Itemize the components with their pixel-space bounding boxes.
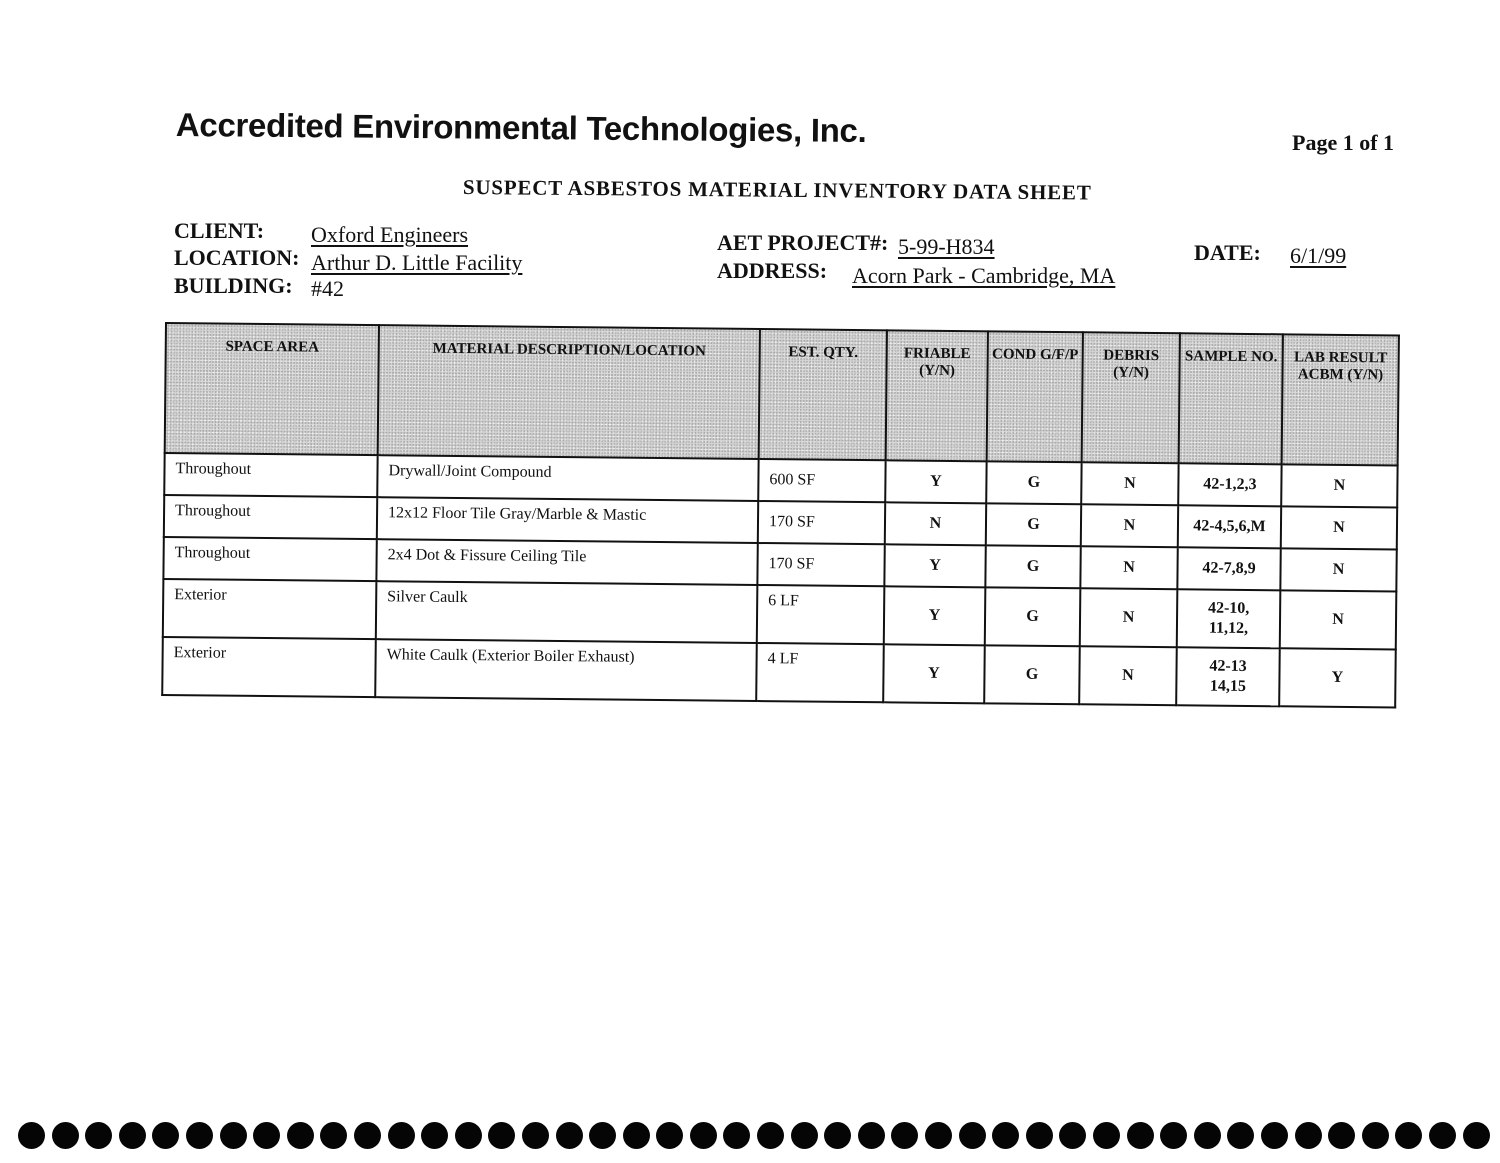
cell-sample: 42-1,2,3: [1178, 463, 1281, 506]
sheet-title: SUSPECT ASBESTOS MATERIAL INVENTORY DATA SHEET: [462, 175, 1092, 205]
feed-hole-dot: [152, 1122, 179, 1149]
feed-hole-dot: [1362, 1122, 1389, 1149]
cell-debris: N: [1080, 546, 1177, 589]
address-label: ADDRESS:: [717, 258, 828, 283]
cell-friable: N: [885, 502, 986, 545]
feed-hole-dot: [253, 1122, 280, 1149]
cell-cond: G: [985, 545, 1080, 588]
client-label: CLIENT:: [174, 218, 265, 243]
cell-space: Throughout: [163, 537, 376, 581]
cell-material: 12x12 Floor Tile Gray/Marble & Mastic: [377, 497, 758, 543]
feed-hole-dot: [85, 1122, 112, 1149]
feed-hole-dot: [1194, 1122, 1221, 1149]
feed-hole-dot: [1026, 1122, 1053, 1149]
cell-sample-line2: 14,15: [1209, 677, 1246, 695]
location-label: LOCATION:: [174, 245, 300, 270]
cell-qty: 6 LF: [757, 585, 885, 644]
cell-cond: G: [986, 503, 1081, 546]
cell-sample-line1: 42-13: [1209, 657, 1247, 675]
feed-hole-dot: [287, 1122, 314, 1149]
cell-lab: Y: [1279, 648, 1396, 707]
cell-material: Drywall/Joint Compound: [377, 455, 758, 501]
feed-hole-dot: [824, 1122, 851, 1149]
cell-cond: G: [986, 461, 1081, 504]
cell-material: White Caulk (Exterior Boiler Exhaust): [375, 639, 757, 701]
feed-hole-dot: [1328, 1122, 1355, 1149]
cell-cond: G: [985, 587, 1081, 646]
cell-friable: Y: [883, 644, 985, 703]
cell-qty: 170 SF: [758, 501, 885, 544]
cell-lab: N: [1281, 464, 1397, 507]
feed-hole-dot: [421, 1122, 448, 1149]
client-value: Oxford Engineers: [311, 222, 469, 247]
cell-debris: N: [1081, 504, 1178, 547]
header-cond: COND G/F/P: [987, 331, 1083, 462]
table-header-row: [165, 323, 1399, 465]
cell-qty: 170 SF: [757, 543, 884, 586]
cell-space: Throughout: [164, 453, 377, 497]
cell-friable: Y: [884, 586, 986, 645]
feed-hole-dot: [858, 1122, 885, 1149]
cell-lab: N: [1281, 506, 1397, 549]
feed-hole-dot: [1295, 1122, 1322, 1149]
inventory-table: [161, 322, 1400, 708]
cell-qty: 600 SF: [758, 459, 885, 502]
date-value: 6/1/99: [1290, 243, 1347, 268]
feed-hole-dot: [488, 1122, 515, 1149]
header-lab-result: LAB RESULT ACBM (Y/N): [1282, 334, 1399, 465]
cell-debris: N: [1081, 462, 1178, 505]
page-number: Page 1 of 1: [1292, 130, 1395, 155]
feed-hole-dot: [388, 1122, 415, 1149]
project-label: AET PROJECT#:: [717, 230, 889, 255]
feed-hole-dot: [1059, 1122, 1086, 1149]
cell-sample: [1176, 647, 1280, 706]
feed-hole-dot: [623, 1122, 650, 1149]
cell-space: Exterior: [163, 579, 377, 639]
feed-hole-dot: [589, 1122, 616, 1149]
cell-space: Throughout: [164, 495, 377, 539]
feed-hole-dot: [757, 1122, 784, 1149]
address-value: Acorn Park - Cambridge, MA: [852, 263, 1116, 288]
feed-hole-dot: [690, 1122, 717, 1149]
feed-hole-dot: [1429, 1122, 1456, 1149]
cell-sample-line1: 42-10,: [1207, 599, 1250, 617]
cell-lab: N: [1280, 548, 1396, 591]
feed-hole-dot: [959, 1122, 986, 1149]
cell-lab: N: [1280, 590, 1397, 649]
cell-space: Exterior: [162, 637, 376, 697]
cell-material: 2x4 Dot & Fissure Ceiling Tile: [376, 539, 757, 585]
cell-qty: 4 LF: [756, 643, 884, 702]
cell-friable: Y: [885, 460, 986, 503]
date-label: DATE:: [1194, 240, 1261, 265]
feed-hole-dot: [556, 1122, 583, 1149]
header-est-qty: EST. QTY.: [759, 329, 887, 460]
feed-hole-dot: [925, 1122, 952, 1149]
feed-hole-dot: [1127, 1122, 1154, 1149]
company-name: Accredited Environmental Technologies, Inc.: [175, 106, 867, 150]
feed-hole-dot: [1463, 1122, 1490, 1149]
cell-sample: 42-4,5,6,M: [1178, 505, 1281, 548]
cell-friable: Y: [884, 544, 985, 587]
cell-sample-line2: 11,12,: [1208, 619, 1249, 637]
cell-material: Silver Caulk: [376, 581, 758, 643]
feed-hole-dot: [723, 1122, 750, 1149]
cell-cond: G: [984, 645, 1080, 704]
inventory-table-container: [161, 322, 1400, 708]
feed-hole-dot: [220, 1122, 247, 1149]
location-value: Arthur D. Little Facility: [311, 250, 523, 275]
building-label: BUILDING:: [174, 273, 293, 298]
tractor-feed-holes: [18, 1122, 1490, 1149]
feed-hole-dot: [455, 1122, 482, 1149]
cell-sample: 42-7,8,9: [1177, 547, 1280, 590]
project-value: 5-99-H834: [898, 234, 995, 259]
cell-debris: N: [1079, 646, 1177, 705]
table-row: [162, 637, 1396, 707]
feed-hole-dot: [656, 1122, 683, 1149]
feed-hole-dot: [119, 1122, 146, 1149]
header-space-area: SPACE AREA: [165, 323, 379, 455]
cell-debris: N: [1080, 588, 1178, 647]
header-material: MATERIAL DESCRIPTION/LOCATION: [378, 325, 760, 459]
header-sample-no: SAMPLE NO.: [1179, 333, 1283, 464]
feed-hole-dot: [1261, 1122, 1288, 1149]
feed-hole-dot: [1395, 1122, 1422, 1149]
feed-hole-dot: [1093, 1122, 1120, 1149]
header-friable: FRIABLE (Y/N): [886, 330, 988, 461]
feed-hole-dot: [320, 1122, 347, 1149]
feed-hole-dot: [1227, 1122, 1254, 1149]
feed-hole-dot: [522, 1122, 549, 1149]
feed-hole-dot: [186, 1122, 213, 1149]
header-debris: DEBRIS (Y/N): [1082, 332, 1180, 463]
feed-hole-dot: [52, 1122, 79, 1149]
feed-hole-dot: [891, 1122, 918, 1149]
cell-sample: [1177, 589, 1281, 648]
feed-hole-dot: [992, 1122, 1019, 1149]
building-value: #42: [311, 276, 344, 301]
feed-hole-dot: [791, 1122, 818, 1149]
feed-hole-dot: [1160, 1122, 1187, 1149]
feed-hole-dot: [18, 1122, 45, 1149]
feed-hole-dot: [354, 1122, 381, 1149]
